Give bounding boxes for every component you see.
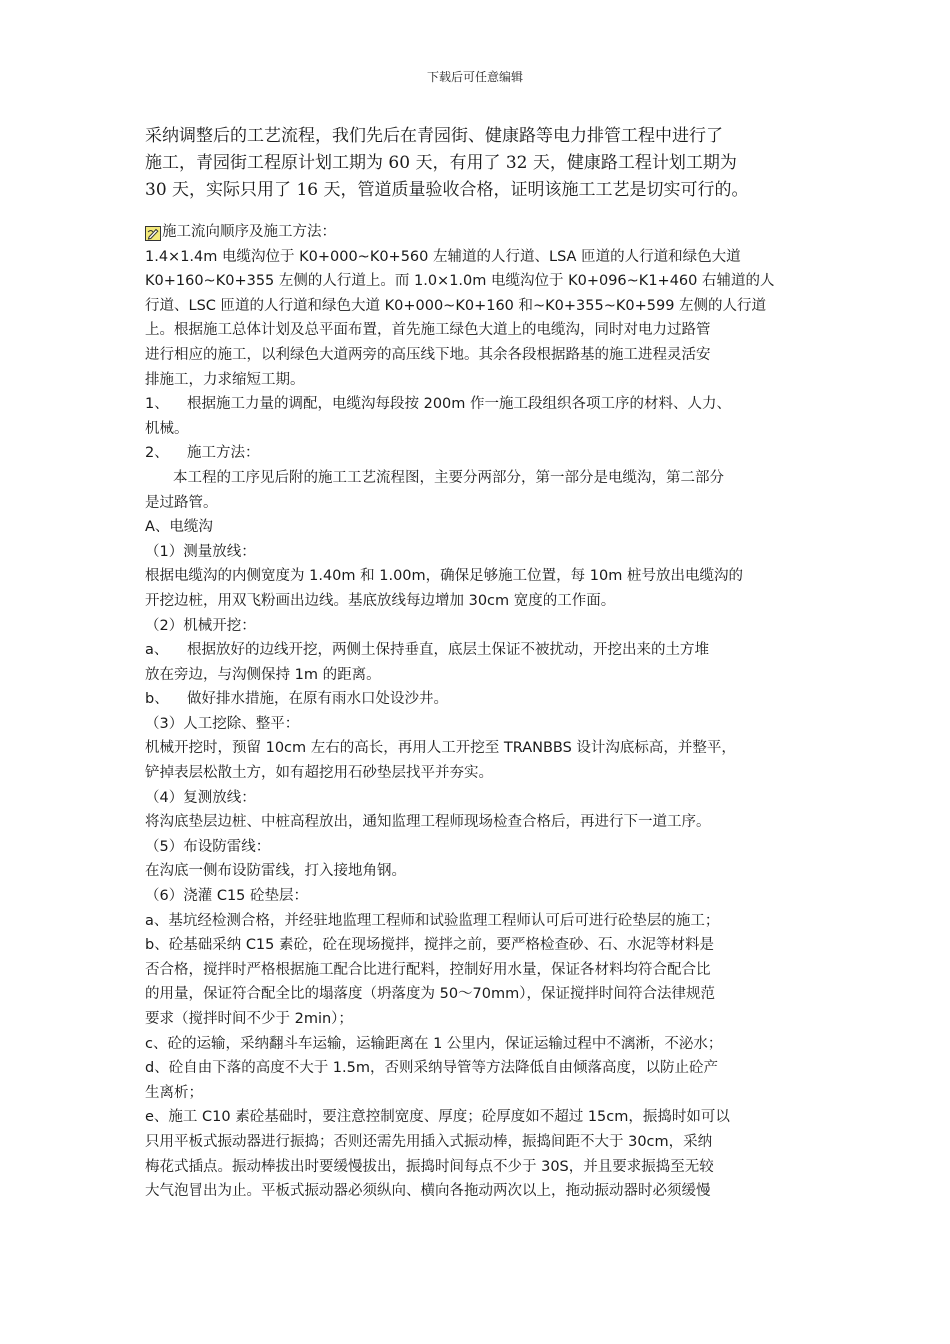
text-line: 本工程的工序见后附的施工工艺流程图，主要分两部分，第一部分是电缆沟，第二部分 bbox=[173, 469, 724, 486]
text-line: 开挖边桩，用双飞粉画出边线。基底放线每边增加 30cm 宽度的工作面。 bbox=[145, 592, 616, 609]
text-line: 在沟底一侧布设防雷线，打入接地角钢。 bbox=[145, 863, 406, 880]
text-line: d、砼自由下落的高度不大于 1.5m，否则采纳导管等方法降低自由倾落高度，以防止砼产 bbox=[145, 1060, 718, 1077]
subsection-title: （5）布设防雷线： bbox=[145, 838, 271, 855]
text-line: 机械开挖时，预留 10cm 左右的高长，再用人工开挖至 TRANBBS 设计沟底标高，并整平， bbox=[145, 740, 736, 757]
text-line: 放在旁边，与沟侧保持 1m 的距离。 bbox=[145, 666, 381, 683]
text-line: 是过路管。 bbox=[145, 494, 218, 511]
list-text: 根据施工力量的调配，电缆沟每段按 200m 作一施工段组织各项工序的材料、人力、 bbox=[187, 396, 732, 413]
text-line: b、砼基础采纳 C15 素砼，砼在现场搅拌，搅拌之前，要严格检查砂、石、水泥等材料是 bbox=[145, 937, 714, 954]
text-line: a、基坑经检测合格，并经驻地监理工程师和试验监理工程师认可后可进行砼垫层的施工； bbox=[145, 912, 720, 929]
section-heading bbox=[145, 220, 825, 245]
list-number: 1、 bbox=[145, 396, 169, 413]
text-line: 否合格，搅拌时严格根据施工配合比进行配料，控制好用水量，保证各材料均符合配合比 bbox=[145, 961, 711, 978]
intro-paragraph bbox=[145, 123, 825, 204]
text-line: 进行相应的施工，以利绿色大道两旁的高压线下地。其余各段根据路基的施工进程灵活安 bbox=[145, 346, 711, 363]
text-line: 大气泡冒出为止。平板式振动器必须纵向、横向各拖动两次以上，拖动振动器时必须缓慢 bbox=[145, 1183, 711, 1200]
page-header: 下载后可任意编辑 bbox=[426, 70, 523, 84]
subsection-title: （1）测量放线： bbox=[145, 543, 256, 560]
list-text: 施工方法： bbox=[187, 445, 260, 462]
subsection-title: （4）复测放线： bbox=[145, 789, 256, 806]
list-text: 做好排水措施，在原有雨水口处设沙井。 bbox=[187, 691, 448, 708]
text-line: 将沟底垫层边桩、中桩高程放出，通知监理工程师现场检查合格后，再进行下一道工序。 bbox=[145, 814, 711, 831]
list-item-a bbox=[145, 638, 825, 663]
text-line: K0+160~K0+355 左侧的人行道上。而 1.0×1.0m 电缆沟位于 K0+096~K1+460 右辅道的人 bbox=[145, 273, 775, 290]
subsection-title: （3）人工挖除、整平： bbox=[145, 715, 300, 732]
text-line: 根据电缆沟的内侧宽度为 1.40m 和 1.00m，确保足够施工位置，每 10m 桩号放出电缆沟的 bbox=[145, 568, 743, 585]
document-body bbox=[145, 220, 825, 1204]
subsection-title: （6）浇灌 C15 砼垫层： bbox=[145, 888, 309, 905]
intro-line: 采纳调整后的工艺流程，我们先后在青园街、健康路等电力排管工程中进行了 bbox=[145, 126, 723, 146]
text-line: 只用平板式振动器进行振捣；否则还需先用插入式振动棒，振捣间距不大于 30cm，采纳 bbox=[145, 1133, 713, 1150]
list-item-2 bbox=[145, 441, 825, 466]
note-edit-icon bbox=[145, 225, 161, 240]
text-line: 的用量，保证符合配全比的塌落度（坍落度为 50～70mm），保证搅拌时间符合法律规范 bbox=[145, 986, 716, 1003]
intro-line: 30 天，实际只用了 16 天，管道质量验收合格，证明该施工工艺是切实可行的。 bbox=[145, 180, 749, 200]
text-line: 生离析； bbox=[145, 1084, 203, 1101]
text-line: c、砼的运输，采纳翻斗车运输，运输距离在 1 公里内，保证运输过程中不漓淅，不泌水； bbox=[145, 1035, 723, 1052]
list-item-b bbox=[145, 687, 825, 712]
list-text: 根据放好的边线开挖，两侧土保持垂直，底层土保证不被扰动，开挖出来的土方堆 bbox=[187, 642, 709, 659]
part-title: A、电缆沟 bbox=[145, 519, 213, 536]
subsection-title: （2）机械开挖： bbox=[145, 617, 256, 634]
text-line: e、施工 C10 素砼基础时，要注意控制宽度、厚度；砼厚度如不超过 15cm，振捣时如可以 bbox=[145, 1109, 730, 1126]
text-line: 铲掉表层松散土方，如有超挖用石砂垫层找平并夯实。 bbox=[145, 765, 493, 782]
text-line: 梅花式插点。振动棒拔出时要缓慢拔出，振捣时间每点不少于 30S，并且要求振捣至无较 bbox=[145, 1158, 714, 1175]
list-number: a、 bbox=[145, 642, 169, 659]
text-line: 1.4×1.4m 电缆沟位于 K0+000~K0+560 左辅道的人行道、LSA 匝道的人行道和绿色大道 bbox=[145, 248, 741, 265]
list-number: 2、 bbox=[145, 445, 169, 462]
text-line: 排施工，力求缩短工期。 bbox=[145, 371, 305, 388]
intro-line: 施工，青园街工程原计划工期为 60 天，有用了 32 天，健康路工程计划工期为 bbox=[145, 153, 737, 173]
text-line: 上。根据施工总体计划及总平面布置，首先施工绿色大道上的电缆沟，同时对电力过路管 bbox=[145, 322, 711, 339]
list-item-1 bbox=[145, 392, 825, 417]
text-line: 要求（搅拌时间不少于 2min）； bbox=[145, 1011, 353, 1027]
section-heading-text: 施工流向顺序及施工方法： bbox=[162, 224, 336, 240]
list-number: b、 bbox=[145, 691, 169, 708]
text-line: 机械。 bbox=[145, 420, 189, 437]
text-line: 行道、LSC 匝道的人行道和绿色大道 K0+000~K0+160 和~K0+355~K0+599 左侧的人行道 bbox=[145, 297, 767, 314]
